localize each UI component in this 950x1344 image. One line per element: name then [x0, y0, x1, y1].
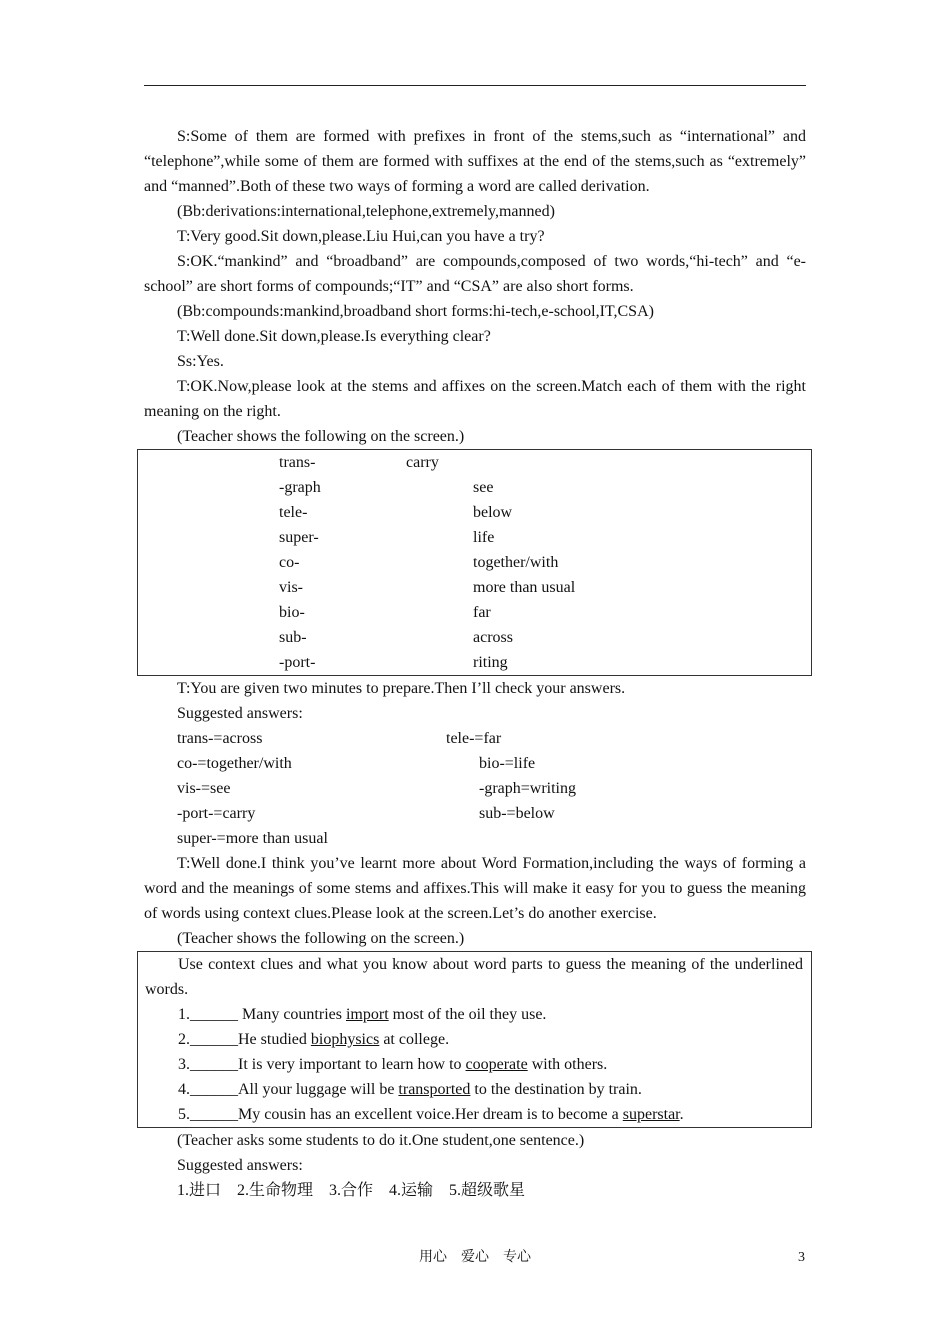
exercise-item — [145, 1052, 803, 1077]
cell: trans- — [279, 454, 316, 471]
paragraph: (Bb:compounds:mankind,broadband short forms:hi-tech,e-school,IT,CSA) — [177, 303, 654, 320]
table-row — [144, 826, 806, 851]
cell: together/with — [473, 554, 559, 571]
item-text: at college. — [379, 1031, 450, 1048]
item-text: most of the oil they use. — [388, 1006, 547, 1023]
exercise-box — [137, 951, 812, 1128]
item-text: 3.______It is very important to learn how to — [178, 1056, 466, 1073]
table-row — [138, 575, 811, 600]
exercise-item — [145, 1077, 803, 1102]
underlined-word: superstar — [622, 1106, 680, 1123]
underlined-word: import — [345, 1006, 389, 1023]
suggested-answers-table — [144, 726, 806, 851]
item-text: 4.______All your luggage will be — [178, 1081, 399, 1098]
table-row — [138, 525, 811, 550]
item-text: 2.______He studied — [178, 1031, 311, 1048]
header-rule — [144, 85, 806, 86]
paragraph: T:OK.Now,please look at the stems and affixes on the screen.Match each of them with the right meaning on the right. — [144, 378, 806, 420]
cell: below — [473, 504, 513, 521]
cell: see — [473, 479, 494, 496]
paragraph: (Teacher asks some students to do it.One student,one sentence.) — [177, 1132, 585, 1149]
cell: co- — [279, 554, 300, 571]
paragraph: (Bb:derivations:international,telephone,extremely,manned) — [177, 203, 555, 220]
exercise-instruction: Use context clues and what you know about word parts to guess the meaning of the underlined words. — [145, 956, 803, 998]
paragraph: T:You are given two minutes to prepare.Then I’ll check your answers. — [177, 680, 626, 697]
cell: super- — [279, 529, 319, 546]
cell: life — [473, 529, 495, 546]
table-row — [144, 726, 806, 751]
matching-box — [137, 449, 812, 676]
table-row — [138, 650, 811, 675]
cell: carry — [406, 454, 439, 471]
cell: across — [473, 629, 513, 646]
cell: riting — [473, 654, 508, 671]
table-row — [138, 550, 811, 575]
exercise-item — [145, 1002, 803, 1027]
table-row — [138, 625, 811, 650]
paragraph: Suggested answers: — [177, 705, 303, 722]
cell: -port-=carry — [177, 805, 256, 822]
content — [144, 124, 806, 1203]
cell: vis- — [279, 579, 303, 596]
cell: -graph — [279, 479, 321, 496]
cell: more than usual — [473, 579, 576, 596]
item-text: 1.______ Many countries — [178, 1006, 346, 1023]
item-text: . — [679, 1106, 684, 1123]
cell: bio-=life — [479, 755, 536, 772]
paragraph: (Teacher shows the following on the screen.) — [177, 930, 465, 947]
underlined-word: biophysics — [310, 1031, 380, 1048]
table-row — [138, 475, 811, 500]
cell: trans-=across — [177, 730, 263, 747]
item-text: to the destination by train. — [470, 1081, 642, 1098]
table-row — [138, 600, 811, 625]
table-row — [138, 450, 811, 475]
cell: tele- — [279, 504, 308, 521]
cell: far — [473, 604, 491, 621]
exercise-item — [145, 1027, 803, 1052]
item-text: with others. — [527, 1056, 608, 1073]
underlined-word: transported — [398, 1081, 471, 1098]
table-row — [144, 801, 806, 826]
underlined-word: cooperate — [465, 1056, 528, 1073]
cell: co-=together/with — [177, 755, 292, 772]
exercise-item — [145, 1102, 803, 1127]
paragraph: 1.进口 2.生命物理 3.合作 4.运输 5.超级歌星 — [177, 1182, 526, 1199]
paragraph: S:Some of them are formed with prefixes in front of the stems,such as “international” and “telephone”,while some of them are formed with suffixes at the end of the stems,such as “extremely” and “manned”.Both of these two ways of forming a word are called derivation. — [144, 128, 806, 195]
footer-motto: 用心 爱心 专心 — [419, 1250, 531, 1265]
cell: super-=more than usual — [177, 830, 328, 847]
table-row — [144, 776, 806, 801]
paragraph: T:Very good.Sit down,please.Liu Hui,can you have a try? — [177, 228, 545, 245]
table-row — [144, 751, 806, 776]
cell: sub- — [279, 629, 307, 646]
paragraph: (Teacher shows the following on the screen.) — [177, 428, 465, 445]
paragraph: T:Well done.I think you’ve learnt more about Word Formation,including the ways of forming a word and the meanings of some stems and affixes.This will make it easy for you to guess the meaning of words using context clues.Please look at the screen.Let’s do another exercise. — [144, 855, 806, 922]
cell: tele-=far — [446, 730, 502, 747]
paragraph: S:OK.“mankind” and “broadband” are compounds,composed of two words,“hi-tech” and “e-school” are short forms of compounds;“IT” and “CSA” are also short forms. — [144, 253, 806, 295]
cell: -graph=writing — [479, 780, 576, 797]
cell: vis-=see — [177, 780, 231, 797]
cell: -port- — [279, 654, 316, 671]
table-row — [138, 500, 811, 525]
paragraph: T:Well done.Sit down,please.Is everything clear? — [177, 328, 491, 345]
cell: bio- — [279, 604, 305, 621]
paragraph: Suggested answers: — [177, 1157, 303, 1174]
page-number: 3 — [798, 1250, 805, 1265]
cell: sub-=below — [479, 805, 555, 822]
item-text: 5.______My cousin has an excellent voice.Her dream is to become a — [178, 1106, 623, 1123]
paragraph: Ss:Yes. — [177, 353, 224, 370]
